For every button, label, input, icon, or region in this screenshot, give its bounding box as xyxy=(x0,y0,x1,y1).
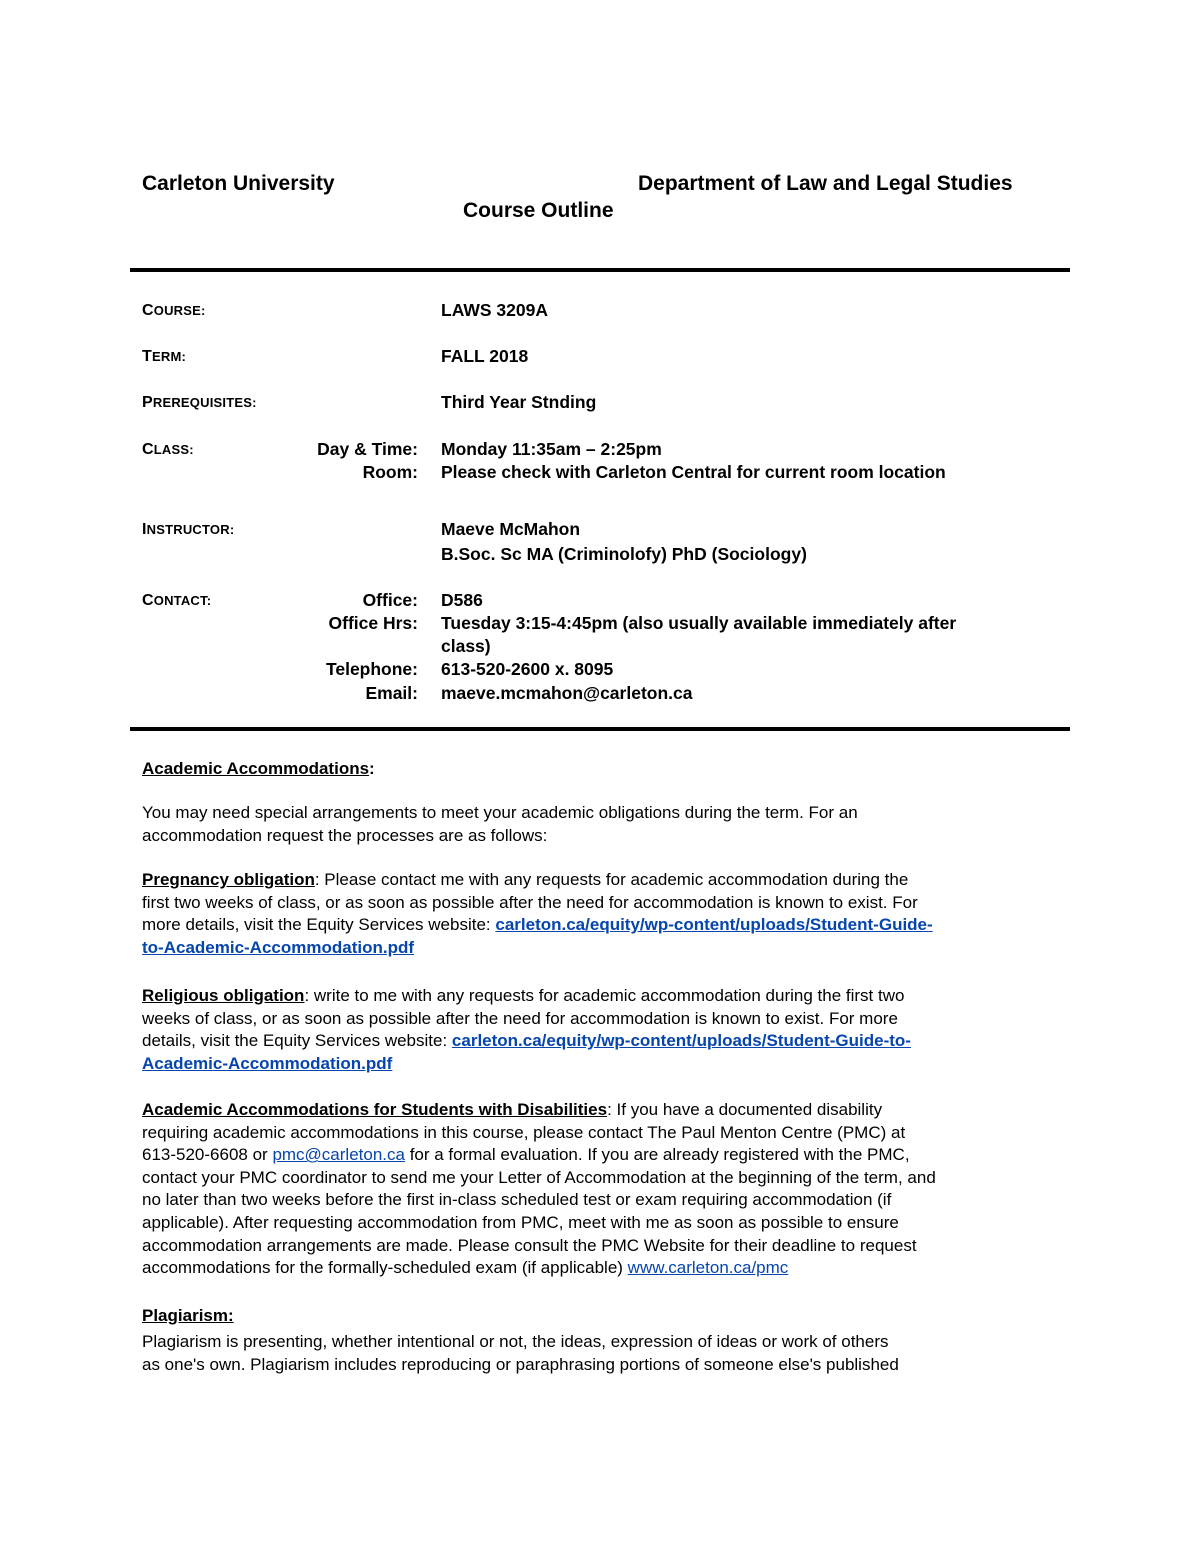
prerequisites-value: Third Year Stnding xyxy=(441,392,597,412)
term-label: TERM: xyxy=(142,348,187,365)
instructor-label: INSTRUCTOR: xyxy=(142,521,235,538)
contact-label: CONTACT: xyxy=(142,592,212,609)
accommodations-heading: Academic Accommodations: xyxy=(142,759,375,778)
course-label: COURSE: xyxy=(142,302,206,319)
pregnancy-guide-link[interactable]: carleton.ca/equity/wp-content/uploads/Student-Guide- xyxy=(495,915,933,935)
religious-guide-link-cont[interactable]: Academic-Accommodation.pdf xyxy=(142,1053,393,1073)
office-hours-value-cont: class) xyxy=(441,636,491,656)
university-name: Carleton University xyxy=(142,172,335,195)
room-label: Room: xyxy=(362,462,418,482)
plagiarism-text: Plagiarism is presenting, whether intentional or not, the ideas, expression of ideas or work of others as one's own. Plagiarism includes reproducing or paraphrasing portions of someone else's published xyxy=(142,1332,899,1374)
room-value: Please check with Carleton Central for current room location xyxy=(441,462,946,482)
pmc-website-link[interactable]: www.carleton.ca/pmc xyxy=(627,1258,789,1278)
office-label: Office: xyxy=(362,590,418,610)
department-name: Department of Law and Legal Studies xyxy=(638,172,1013,195)
office-hours-value: Tuesday 3:15-4:45pm (also usually available immediately after xyxy=(441,613,957,633)
pmc-email-link[interactable]: pmc@carleton.ca xyxy=(272,1145,405,1165)
office-hours-label: Office Hrs: xyxy=(328,613,418,633)
bottom-rule xyxy=(130,727,1070,731)
document-title: Course Outline xyxy=(463,199,614,222)
telephone-value: 613-520-2600 x. 8095 xyxy=(441,659,614,679)
disabilities-section: Academic Accommodations for Students with Disabilities: If you have a documented disability requiring academic accommodations in this course, please contact The Paul Menton Centre (PMC) at 613-520-6608 or pmc@carleton.ca for a formal evaluation. If you are already registered with the PMC, contact your PMC coordinator to send me your Letter of Accommodation at the beginning of the term, and no later than two weeks before the first in-class scheduled test or exam requiring accommodation (if applicable). After requesting accommodation from PMC, meet with me as soon as possible to ensure accommodation arrangements are made. Please consult the PMC Website for their deadline to request accommodations for the formally-scheduled exam (if applicable) www.carleton.ca/pmc xyxy=(142,1100,936,1278)
telephone-label: Telephone: xyxy=(325,659,418,679)
pregnancy-guide-link-cont[interactable]: to-Academic-Accommodation.pdf xyxy=(142,937,415,957)
pregnancy-heading: Pregnancy obligation xyxy=(142,870,315,889)
religious-heading: Religious obligation xyxy=(142,986,305,1005)
email-value: maeve.mcmahon@carleton.ca xyxy=(441,683,693,703)
plagiarism-heading: Plagiarism: xyxy=(142,1306,234,1325)
day-time-value: Monday 11:35am – 2:25pm xyxy=(441,439,662,459)
email-label: Email: xyxy=(365,683,418,703)
instructor-name: Maeve McMahon xyxy=(441,519,581,539)
religious-guide-link[interactable]: carleton.ca/equity/wp-content/uploads/Student-Guide-to- xyxy=(451,1031,911,1051)
top-rule xyxy=(130,268,1070,272)
disabilities-heading: Academic Accommodations for Students with Disabilities xyxy=(142,1100,608,1119)
class-label: CLASS: xyxy=(142,441,194,458)
accommodations-intro: You may need special arrangements to meet your academic obligations during the term. For an accommodation request the processes are as follows: xyxy=(142,803,858,845)
prerequisites-label: PREREQUISITES: xyxy=(142,394,257,411)
course-value: LAWS 3209A xyxy=(441,300,548,320)
office-value: D586 xyxy=(441,590,483,610)
day-time-label: Day & Time: xyxy=(317,439,418,459)
religious-section: Religious obligation: write to me with any requests for academic accommodation during the first two weeks of class, or as soon as possible after the need for accommodation is known to exist. For more details, visit the Equity Services website: carleton.ca/equity/wp-content/uploads/Student-Guide-to- Academic-Accommodation.pdf xyxy=(142,986,911,1073)
pregnancy-section: Pregnancy obligation: Please contact me with any requests for academic accommodation during the first two weeks of class, or as soon as possible after the need for accommodation is known to exist. For more details, visit the Equity Services website: carleton.ca/equity/wp-content/uploads/Student-Guide- to-Academic-Accommodation.pdf xyxy=(142,870,933,957)
term-value: FALL 2018 xyxy=(441,346,529,366)
instructor-degrees: B.Soc. Sc MA (Criminolofy) PhD (Sociology) xyxy=(441,544,807,564)
